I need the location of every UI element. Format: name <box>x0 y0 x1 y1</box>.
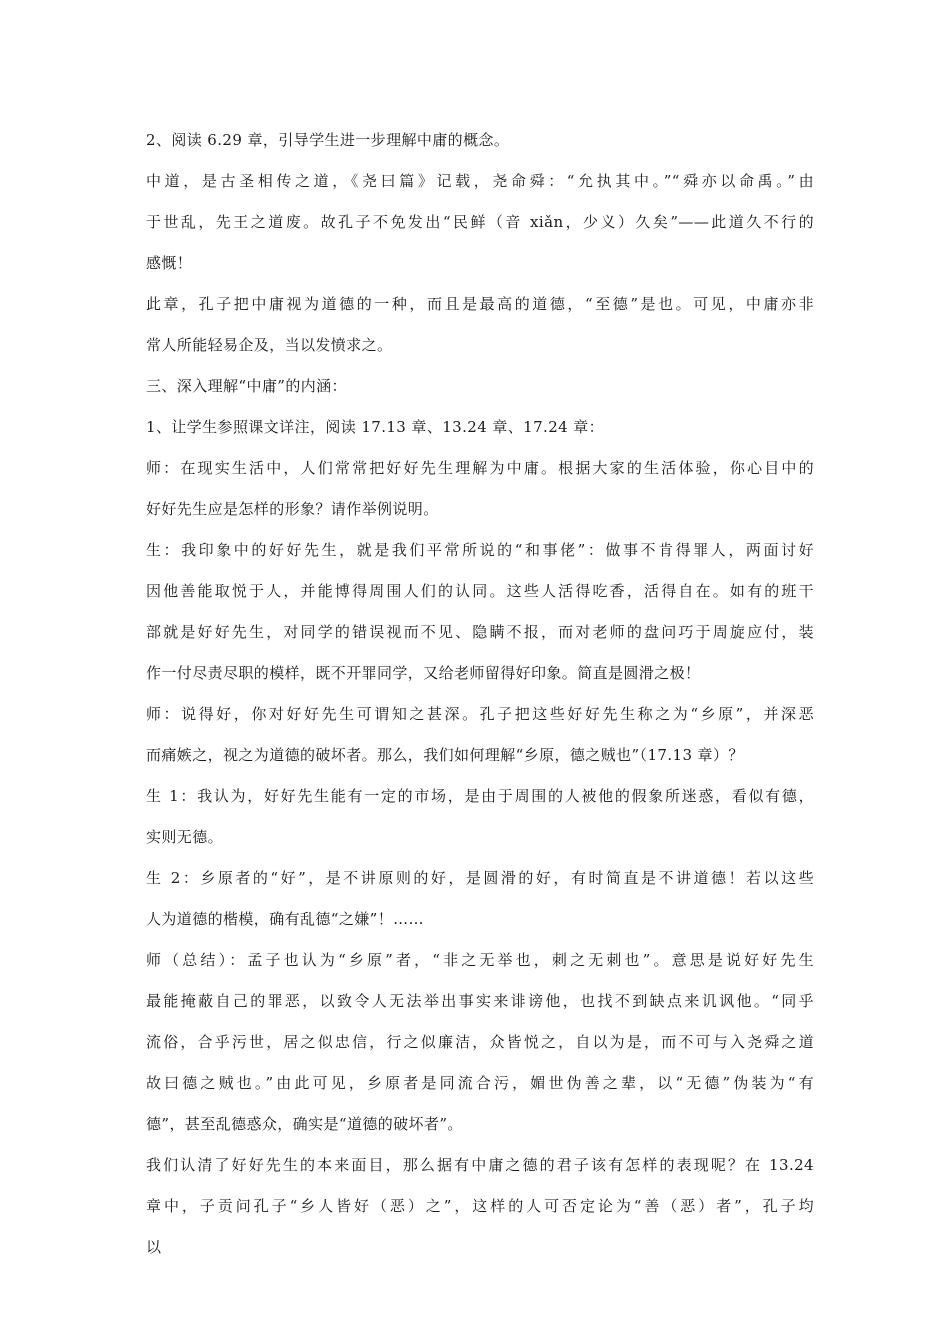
paragraph-zhongdao <box>146 161 814 284</box>
text-line: 三、深入理解“中庸”的内涵： <box>146 377 347 395</box>
text-line: 最能掩蔽自己的罪恶，以致令人无法举出事实来诽谤他，也找不到缺点来讥讽他。“同乎 <box>146 992 814 1010</box>
paragraph-student-2 <box>146 858 814 940</box>
text-line: 1、让学生参照课文详注，阅读 17.13 章、13.24 章、17.24 章： <box>146 418 605 436</box>
paragraph-instruction-1 <box>146 407 814 448</box>
text-line: 中道，是古圣相传之道，《尧曰篇》记载，尧命舜：“允执其中。”“舜亦以命禹。”由 <box>146 172 814 190</box>
text-line: 人为道德的楷模，确有乱德“之嫌”！…… <box>146 910 424 928</box>
paragraph-teacher-question <box>146 448 814 530</box>
text-line: 生 1：我认为，好好先生能有一定的市场，是由于周围的人被他的假象所迷惑，看似有德， <box>146 787 814 805</box>
text-line: 我们认清了好好先生的本来面目，那么据有中庸之德的君子该有怎样的表现呢？在 13.24 <box>146 1156 814 1174</box>
paragraph-student-answer <box>146 530 814 694</box>
text-line: 作一付尽责尽职的模样，既不开罪同学，又给老师留得好印象。简直是圆滑之极！ <box>146 664 701 682</box>
text-line: 感慨！ <box>146 254 193 272</box>
paragraph-student-1 <box>146 776 814 858</box>
paragraph-junzi <box>146 1145 814 1268</box>
paragraph-teacher-summary <box>146 940 814 1145</box>
text-line: 以 <box>146 1238 162 1256</box>
text-line: 实则无德。 <box>146 828 224 846</box>
section-heading-3 <box>146 366 814 407</box>
text-line: 故曰德之贼也。”由此可见，乡原者是同流合污，媚世伪善之辈，以“无德”伪装为“有 <box>146 1074 814 1092</box>
text-line: 部就是好好先生，对同学的错误视而不见、隐瞒不报，而对老师的盘问巧于周旋应付，装 <box>146 623 814 641</box>
text-line: 于世乱，先王之道废。故孔子不免发出“民鲜（音 xiǎn，少义）久矣”——此道久不行的 <box>146 213 814 231</box>
text-line: 流俗，合乎污世，居之似忠信，行之似廉洁，众皆悦之，自以为是，而不可与入尧舜之道 <box>146 1033 814 1051</box>
text-line: 因他善能取悦于人，并能博得周围人们的认同。这些人活得吃香，活得自在。如有的班干 <box>146 582 814 600</box>
text-line: 好好先生应是怎样的形象？请作举例说明。 <box>146 500 439 518</box>
text-line: 章中，子贡问孔子“乡人皆好（恶）之”，这样的人可否定论为“善（恶）者”，孔子均 <box>146 1197 814 1215</box>
text-line: 常人所能轻易企及，当以发愤求之。 <box>146 336 393 354</box>
document-body <box>146 120 814 1268</box>
text-line: 此章，孔子把中庸视为道德的一种，而且是最高的道德，“至德”是也。可见，中庸亦非 <box>146 295 814 313</box>
text-line: 师：在现实生活中，人们常常把好好先生理解为中庸。根据大家的生活体验，你心目中的 <box>146 459 814 477</box>
text-line: 师（总结）：孟子也认为“乡原”者，“非之无举也，刺之无刺也”。意思是说好好先生 <box>146 951 814 969</box>
paragraph-reading-6-29 <box>146 120 814 161</box>
text-line: 而痛嫉之，视之为道德的破坏者。那么，我们如何理解“乡原，德之贼也”（17.13 章）？ <box>146 746 744 764</box>
paragraph-teacher-xiangyuan <box>146 694 814 776</box>
text-line: 德”，甚至乱德惑众，确实是“道德的破坏者”。 <box>146 1115 463 1133</box>
text-line: 师：说得好，你对好好先生可谓知之甚深。孔子把这些好好先生称之为“乡原”，并深恶 <box>146 705 814 723</box>
text-line: 生 2：乡原者的“好”，是不讲原则的好，是圆滑的好，有时简直是不讲道德！若以这些 <box>146 869 814 887</box>
text-line: 2、阅读 6.29 章，引导学生进一步理解中庸的概念。 <box>146 131 510 149</box>
text-line: 生：我印象中的好好先生，就是我们平常所说的“和事佬”：做事不肯得罪人，两面讨好 <box>146 541 814 559</box>
paragraph-zhide <box>146 284 814 366</box>
